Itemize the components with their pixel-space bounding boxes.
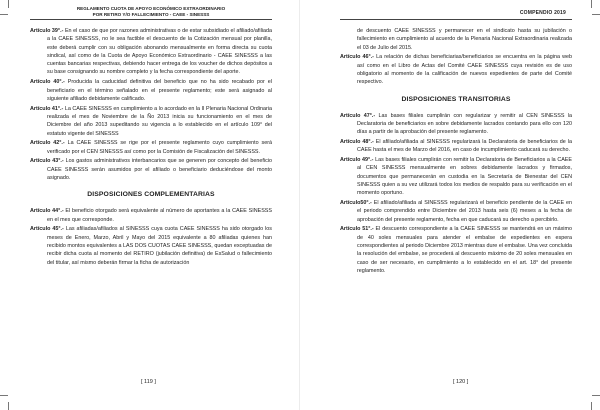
article-title: Artículo 45°.-: [30, 226, 64, 233]
article-39: [30, 27, 272, 77]
article-title: Artículo 46°.-: [340, 54, 374, 61]
article-44: [30, 207, 272, 224]
right-page-header: [340, 0, 572, 20]
page-number-left: [ 119 ]: [141, 379, 156, 385]
article-43: [30, 157, 272, 182]
crop-mark: [592, 395, 600, 396]
page-number-right: [ 120 ]: [453, 379, 469, 385]
article-text: En el caso de que por razones administrativas o de estar subsidiado el afiliado/afiliada a la CAEE SINESSS, no le sea factible el descuento de la Cotización mensual por planilla, este deberá cumplir con su obligación abonando mensualmente en forma directa su cuota sindical, así como de la Cuota de Apoyo Económico Extraordinario - CAEE SINESSS a las cuentas bancarias respectivas, debiendo hacer entrega de los voucher de dichos depósitos a su base consignando su nombre completo y la fecha correspondiente del aporte.: [47, 28, 272, 76]
article-40: [30, 78, 272, 103]
crop-mark: [591, 402, 592, 410]
article-title: Artículo 44°.-: [30, 208, 64, 215]
article-45: [30, 225, 272, 266]
article-title: Artículo 43°.-: [30, 158, 64, 165]
article-title: Artículo 51°.-: [340, 226, 374, 233]
crop-mark: [8, 0, 9, 8]
article-46: [340, 53, 572, 86]
crop-mark: [0, 14, 8, 15]
article-title: Artículo 41°.-: [30, 105, 64, 112]
article-title: Artículo 39°.-: [30, 28, 64, 34]
article-41: [30, 105, 272, 138]
header-line-1: REGLAMENTO CUOTA DE APOYO ECONÓMICO EXTRAORDINARIO: [76, 6, 226, 11]
article-text: La CAEE SINESSS se rige por el presente reglamento cuyo cumplimiento será verificado por el CEN SINESSS así como por la Comisión de Fiscalización del SINESSS.: [47, 140, 273, 155]
article-text: Los gastos administrativos interbancarios que se generen por concepto del beneficio CAEE SINESSS serán asumidos por el afiliado o beneficiario deduciéndose del monto asignado.: [47, 158, 272, 182]
article-text: El afiliado/afiliada al SINESSS regularizará la Declaratoria de beneficiarios de la CAEE hasta el mes de Marzo del 2016, en caso de incumplimiento caducará su derecho.: [357, 138, 572, 154]
article-text: La CAEE SINESSS en cumplimiento a lo acordado en la II Plenaria Nacional Ordinaria realizada el mes de Noviembre de la Ño 2013 inicia su funcionamiento en el mes de Diciembre del año 2013 supeditando su vigencia a lo establecido en el artículo 109° del estatuto vigente del SINESSS: [47, 105, 272, 137]
article-title: Artículo 40°.-: [30, 79, 65, 86]
section-title-complementarias: DISPOSICIONES COMPLEMENTARIAS: [87, 191, 215, 199]
article-text: Las afiliadas/afiliados al SINESSS cuya cuota CAEE SINESSS ha sido otorgado los meses de Enero, Marzo, Abril y Mayo del 2015 equivalente a 80 afiliadas quienes han recibido montos equivalentes a LAS DOS CUOTAS CAEE SINESSS, quedan exceptuadas de recibir dicha cuota al momento del RETIRO (jubilación definitiva) de EsSalud o fallecimiento del titular, así mismo deberán firmar la ficha de autorización: [47, 226, 272, 266]
article-text: El descuento correspondiente a la CAEE SINESSS se mantendrá en un máximo de 40 soles mensuales para atender el embalse de expedientes en espera correspondientes al periodo Diciembre 2013 mientras dure el embalse. Una vez concluida la resolución del embalse, se procederá al descuento máximo de 20 soles mensuales en caso de ser necesario, en cumplimiento a lo establecido en el art. 18° del presente reglamento.: [357, 226, 572, 274]
article-title: Artículo 47°.-: [340, 112, 376, 119]
crop-mark: [591, 0, 592, 8]
left-page-header: [30, 0, 272, 20]
article-text: de descuento CAEE SINESSS y permanecer en el sindicato hasta su jubilación o fallecimiento en cumplimiento al acuerdo de la Plenaria Nacional Extraordinaria realizada el 03 de Julio del 2015.: [357, 28, 572, 51]
header-line-2: POR RETIRO Y/O FALLECIMIENTO - CAEE - SINESSS: [92, 12, 210, 17]
article-text: Las bases filiales cumplirán con remitir la Declaratoria de Beneficiarios a la CAEE al CEN SINESSS mensualmente en sobres debidamente lacrados y firmados, documentos que permanecerán en custodia en la Secretaría de Bienestar del CEN SINESSS quien a su vez utilizará todos los medios de respaldo para su verificación en el momento oportuno.: [357, 157, 573, 197]
article-text: Producida la caducidad definitiva del beneficio que no ha sido recabado por el beneficiario en el término señalado en el presente reglamento; este será asignado al siguiente afiliado debidamente calificado.: [47, 79, 272, 102]
section-title-transitorias: DISPOSICIONES TRANSITORIAS: [401, 95, 511, 103]
article-title: Artículo 42°.-: [30, 140, 65, 147]
crop-mark: [0, 395, 8, 396]
crop-mark: [8, 402, 9, 410]
crop-mark: [592, 14, 600, 15]
article-text: La relación de dichas beneficiarias/beneficiarios se encuentra en la página web así como en el Libro de Actas del Comité CAEE SINESSS cuya revisión es de uso obligatorio al momento de la calificación de nuevos expedientes de parte del Comité respectivo.: [357, 54, 572, 86]
article-51: [340, 225, 572, 275]
continued-paragraph: [340, 27, 572, 52]
article-47: [340, 112, 572, 137]
article-title: Artículo 48°.-: [340, 138, 374, 145]
left-page-body: [30, 27, 272, 268]
right-page-body: [340, 27, 572, 277]
article-title: Artículo50°.-: [340, 200, 372, 207]
header-title: COMPENDIO 2019: [519, 10, 566, 16]
article-text: Las bases filiales cumplirán con regularizar y remitir al CEN SINESSS la Declaratoria de beneficiarios en sobre debidamente lacrados contando para ello con 120 días a partir de la aprobación del presente reglamento.: [357, 112, 572, 136]
article-50: [340, 199, 572, 224]
article-title: Artículo 49°.-: [340, 157, 374, 164]
article-42: [30, 139, 272, 156]
article-text: El afiliado/afiliada al SINESSS regularizará el beneficio pendiente de la CAEE en el periodo comprendido entre Diciembre del 2013 hasta seis (6) meses a la fecha de aprobación del presente reglamento, fecha en que caducará su derecho a percibirlo.: [357, 200, 572, 223]
right-page: [300, 0, 600, 410]
article-49: [340, 156, 572, 197]
article-48: [340, 138, 572, 155]
article-text: El beneficio otorgado será equivalente al número de aportantes a la CAEE SINESSS en el mes que corresponde.: [47, 208, 272, 223]
